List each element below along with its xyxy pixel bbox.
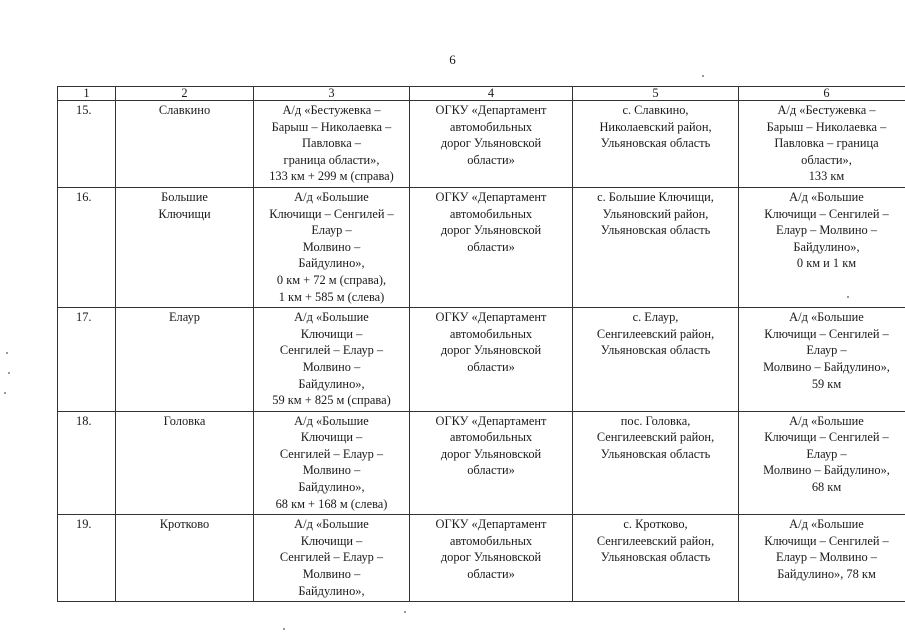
road-owner: ОГКУ «Департамент автомобильных дорог Ульяновской области» — [410, 101, 573, 188]
location: с. Славкино, Николаевский район, Ульяновская область — [573, 101, 739, 188]
scan-speck — [283, 628, 285, 630]
table-row — [58, 101, 905, 188]
road-reference: А/д «Большие Ключищи – Сенгилей – Елаур – Молвино – Байдулино», 59 км + 825 м (справа) — [254, 308, 410, 412]
road-section: А/д «Большие Ключищи – Сенгилей – Елаур – Молвино – Байдулино», 68 км — [739, 411, 905, 515]
road-reference: А/д «Большие Ключищи – Сенгилей – Елаур – Молвино – Байдулино», 0 км + 72 м (справа), 1 км + 585 м (слева) — [254, 187, 410, 307]
row-number: 17. — [58, 308, 116, 412]
location: с. Кротково, Сенгилеевский район, Ульяновская область — [573, 515, 739, 602]
row-number: 16. — [58, 187, 116, 307]
road-owner: ОГКУ «Департамент автомобильных дорог Ульяновской области» — [410, 515, 573, 602]
road-reference: А/д «Большие Ключищи – Сенгилей – Елаур – Молвино – Байдулино», — [254, 515, 410, 602]
stop-name: Головка — [116, 411, 254, 515]
scan-speck — [6, 352, 8, 354]
scan-speck — [404, 611, 406, 613]
road-section: А/д «Большие Ключищи – Сенгилей – Елаур – Молвино – Байдулино», 78 км — [739, 515, 905, 602]
column-header: 6 — [739, 87, 905, 101]
stop-name: Елаур — [116, 308, 254, 412]
stop-name: Славкино — [116, 101, 254, 188]
row-number: 18. — [58, 411, 116, 515]
road-owner: ОГКУ «Департамент автомобильных дорог Ульяновской области» — [410, 308, 573, 412]
road-reference: А/д «Большие Ключищи – Сенгилей – Елаур – Молвино – Байдулино», 68 км + 168 м (слева) — [254, 411, 410, 515]
column-header: 2 — [116, 87, 254, 101]
column-header: 5 — [573, 87, 739, 101]
page-number: 6 — [449, 52, 456, 67]
table-header-row — [58, 87, 905, 101]
stop-name: Большие Ключищи — [116, 187, 254, 307]
scan-speck — [4, 392, 6, 394]
location: с. Елаур, Сенгилеевский район, Ульяновская область — [573, 308, 739, 412]
table-row — [58, 187, 905, 307]
road-reference: А/д «Бестужевка – Барыш – Николаевка – Павловка – граница области», 133 км + 299 м (справа) — [254, 101, 410, 188]
location: пос. Головка, Сенгилеевский район, Ульяновская область — [573, 411, 739, 515]
scan-speck — [847, 296, 849, 298]
road-section: А/д «Большие Ключищи – Сенгилей – Елаур – Молвино – Байдулино», 59 км — [739, 308, 905, 412]
table-row — [58, 515, 905, 602]
road-owner: ОГКУ «Департамент автомобильных дорог Ульяновской области» — [410, 411, 573, 515]
road-section: А/д «Бестужевка – Барыш – Николаевка – Павловка – граница области», 133 км — [739, 101, 905, 188]
location: с. Большие Ключищи, Ульяновский район, Ульяновская область — [573, 187, 739, 307]
road-owner: ОГКУ «Департамент автомобильных дорог Ульяновской области» — [410, 187, 573, 307]
scan-speck — [702, 75, 704, 77]
road-section: А/д «Большие Ключищи – Сенгилей – Елаур – Молвино – Байдулино», 0 км и 1 км — [739, 187, 905, 307]
row-number: 19. — [58, 515, 116, 602]
column-header: 3 — [254, 87, 410, 101]
table-row — [58, 411, 905, 515]
bus-stops-table — [57, 86, 905, 602]
column-header: 1 — [58, 87, 116, 101]
stop-name: Кротково — [116, 515, 254, 602]
column-header: 4 — [410, 87, 573, 101]
scan-speck — [8, 372, 10, 374]
row-number: 15. — [58, 101, 116, 188]
table-row — [58, 308, 905, 412]
